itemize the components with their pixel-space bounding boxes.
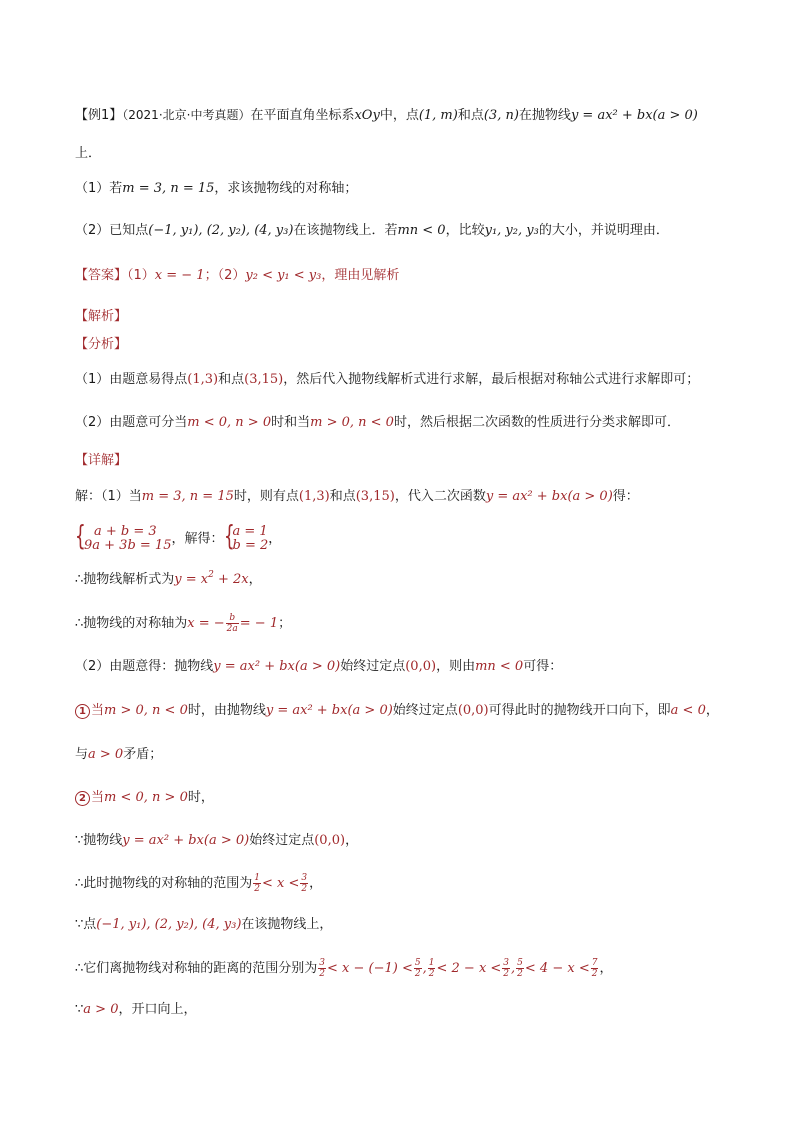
solution-text: ∵: [75, 1002, 84, 1017]
answer-line: [75, 266, 399, 286]
analysis-label: 【解析】: [75, 309, 128, 324]
solution-text: 时，则有点: [233, 489, 299, 504]
solution-point: (0,0): [405, 659, 437, 674]
solution-text: ∴抛物线解析式为: [75, 572, 175, 587]
solution-function: y = ax² + bx(a > 0): [213, 659, 341, 674]
question-text: ，求该抛物线的对称轴；: [214, 181, 358, 196]
separator: ,: [511, 961, 516, 976]
fenxi-point: (1,3): [187, 372, 219, 387]
answer-1: x = − 1: [154, 268, 205, 283]
case-2-marker: 2: [75, 791, 90, 806]
solution-point: (0,0): [457, 703, 489, 718]
fraction-numerator: 5: [517, 958, 523, 968]
case-1-line: [75, 701, 719, 721]
solution-text: ，则由: [436, 659, 476, 674]
solution-text: 当: [91, 703, 105, 718]
axis-value: = − 1: [239, 616, 279, 631]
fraction-denominator: 2: [517, 969, 523, 979]
question-1: [75, 179, 357, 199]
inequality: < x − (−1) <: [327, 961, 413, 976]
fraction-denominator: 2: [301, 884, 308, 894]
question-points: (−1, y₁), (2, y₂), (4, y₃): [148, 223, 294, 238]
solution-point: (0,0): [314, 833, 346, 848]
solution-condition: m < 0, n > 0: [104, 790, 188, 805]
solution-text: 始终过定点: [392, 703, 458, 718]
equation-2: 9a + 3b = 15: [84, 538, 172, 553]
case-2-line-6: [75, 1000, 196, 1020]
solution-text: ，: [705, 703, 719, 718]
solution-text: 与: [75, 747, 89, 762]
answer-text: ；（2）: [204, 268, 246, 283]
fenxi-text: 和点: [218, 372, 245, 387]
question-2: [75, 221, 669, 241]
question-condition: mn < 0: [397, 223, 446, 238]
solution-line-2: [75, 570, 262, 590]
solution-condition: a > 0: [83, 1002, 119, 1017]
solution-points: (−1, y₁), (2, y₂), (4, y₃): [96, 917, 242, 932]
stem-text: 中，点: [379, 108, 419, 123]
fraction-numerator: 7: [591, 958, 598, 968]
fraction-numerator: 3: [301, 873, 308, 883]
case-1-line-2: [75, 745, 162, 765]
solution-text: 可得此时的抛物线开口向下，即: [488, 703, 671, 718]
fraction-numerator: 1: [428, 958, 435, 968]
fraction: [226, 613, 239, 634]
result-1: a = 1: [232, 524, 268, 539]
solution-text: 始终过定点: [340, 659, 406, 674]
equation-system: [75, 519, 172, 553]
solution-text: ∵抛物线: [75, 833, 123, 848]
inequality: < 4 − x <: [524, 961, 590, 976]
point-1: (1, m): [418, 108, 458, 123]
stem-text: 上．: [75, 146, 102, 161]
fenxi-text: 时和当: [271, 415, 311, 430]
question-text: 在该抛物线上．若: [293, 223, 398, 238]
fenxi-condition: m > 0, n < 0: [310, 415, 394, 430]
fraction-denominator: 2: [319, 969, 326, 979]
equation-1: a + b = 3: [94, 524, 157, 539]
solution-text: 时，由抛物线: [187, 703, 266, 718]
brace-icon: {: [75, 519, 86, 552]
example-source: （2021·北京·中考真题）: [122, 108, 251, 122]
fenxi-text: （1）由题意易得点: [75, 372, 188, 387]
solution-system: [75, 519, 282, 553]
answer-label: 【答案】: [75, 268, 128, 283]
fraction-numerator: 5: [414, 958, 421, 968]
fraction-denominator: 2: [254, 884, 261, 894]
fraction: [318, 958, 326, 979]
question-condition: m = 3, n = 15: [122, 181, 215, 196]
fraction: [516, 958, 524, 979]
solution-text: 始终过定点: [249, 833, 315, 848]
solution-text: （2）由题意得：抛物线: [75, 659, 214, 674]
fenxi-condition: m < 0, n > 0: [187, 415, 272, 430]
fenxi-line-2: [75, 413, 680, 433]
solution-text: 当: [91, 790, 105, 805]
solution-condition: m > 0, n < 0: [104, 703, 188, 718]
solution-function: $y = x^2 + 2x$: [174, 570, 249, 587]
case-2-line-5: [75, 958, 612, 979]
case-1-marker: 1: [75, 704, 90, 719]
fenxi-text: 时，然后根据二次函数的性质进行分类求解即可．: [393, 415, 680, 430]
case-2-line-3: [75, 873, 322, 894]
result-system: [223, 519, 269, 553]
fraction-numerator: b: [226, 613, 239, 624]
fraction-numerator: 3: [319, 958, 326, 968]
question-text: 若: [109, 181, 123, 196]
solution-text: 在该抛物线上，: [241, 917, 333, 932]
solution-function: y = ax² + bx(a > 0): [265, 703, 393, 718]
solution-text: ，解得：: [171, 531, 224, 547]
solution-function: y = ax² + bx(a > 0): [485, 489, 613, 504]
question-number: （1）: [75, 181, 110, 196]
solution-line-4: [75, 657, 562, 677]
fraction-numerator: 1: [254, 873, 261, 883]
inequality: < x <: [262, 876, 300, 891]
fraction: [414, 958, 422, 979]
solution-text: ∴抛物线的对称轴为: [75, 616, 188, 631]
fraction: [591, 958, 599, 979]
question-text: ，比较: [445, 223, 485, 238]
solution-text: ∵点: [75, 917, 97, 932]
solution-text: ∴此时抛物线的对称轴的范围为: [75, 876, 253, 891]
result-2: b = 2: [232, 538, 269, 553]
fraction-denominator: 2: [503, 969, 510, 979]
question-vars: y₁, y₂, y₃: [484, 223, 539, 238]
solution-text: ，: [345, 833, 359, 848]
fenxi-line-1: [75, 370, 699, 390]
solution-text: ，: [599, 961, 613, 976]
solution-condition: mn < 0: [475, 659, 524, 674]
detail-label: 【详解】: [75, 453, 128, 468]
fraction: [253, 873, 261, 894]
stem-text: 在平面直角坐标系: [250, 108, 355, 123]
answer-text: ，理由见解析: [321, 268, 400, 283]
parabola-function: y = ax² + bx(a > 0): [570, 108, 698, 123]
inequality: < 2 − x <: [436, 961, 502, 976]
fenxi-label: 【分析】: [75, 337, 128, 352]
solution-text: ，: [309, 876, 323, 891]
solution-text: 可得：: [523, 659, 563, 674]
fenxi-text: （2）由题意可分当: [75, 415, 188, 430]
solution-text: 和点: [329, 489, 356, 504]
solution-text: ，: [268, 531, 282, 547]
point-2: (3, n): [483, 108, 519, 123]
fenxi-point: (3,15): [244, 372, 284, 387]
question-text: 的大小，并说明理由．: [538, 223, 669, 238]
stem-text: 和点: [457, 108, 484, 123]
solution-text: 时，: [187, 790, 214, 805]
question-number: （2）: [75, 223, 110, 238]
solution-condition: a > 0: [88, 747, 124, 762]
separator: ,: [422, 961, 427, 976]
solution-text: ；: [278, 616, 292, 631]
answer-text: （1）: [127, 268, 155, 283]
fraction: [300, 873, 308, 894]
solution-line-3: [75, 613, 291, 634]
fraction-numerator: 3: [503, 958, 510, 968]
solution-text: 得：: [612, 489, 639, 504]
fraction-denominator: 2: [414, 969, 421, 979]
example-tag: 【例1】: [75, 108, 123, 123]
fraction-denominator: 2a: [226, 624, 238, 634]
solution-text: ，: [248, 572, 262, 587]
fenxi-text: ，然后代入抛物线解析式进行求解，最后根据对称轴公式进行求解即可；: [283, 372, 700, 387]
solution-point: (1,3): [298, 489, 330, 504]
solution-text: 矛盾；: [123, 747, 163, 762]
case-2-line-4: [75, 915, 332, 935]
solution-text: ，开口向上，: [118, 1002, 197, 1017]
fraction-denominator: 2: [428, 969, 435, 979]
stem-text: 在抛物线: [518, 108, 571, 123]
brace-icon: {: [223, 519, 235, 552]
solution-function: y = ax² + bx(a > 0): [122, 833, 250, 848]
solution-text: ，代入二次函数: [394, 489, 486, 504]
question-text: 已知点: [109, 223, 149, 238]
solution-condition: m = 3, n = 15: [141, 489, 234, 504]
solution-text: ∴它们离抛物线对称轴的距离的范围分别为: [75, 961, 318, 976]
example-line-1: [75, 105, 698, 126]
axis-expr: x = −: [187, 616, 225, 631]
answer-2: y₂ < y₁ < y₃: [245, 268, 322, 283]
solution-text: 解：（1）当: [75, 489, 142, 504]
fraction: [428, 958, 436, 979]
fraction-denominator: 2: [591, 969, 598, 979]
solution-point: (3,15): [355, 489, 395, 504]
case-2-line: [75, 788, 214, 808]
solution-line-1: [75, 487, 639, 507]
example-line-2: [75, 144, 101, 164]
coord-system: xOy: [354, 108, 380, 123]
fraction: [502, 958, 510, 979]
case-2-line-2: [75, 831, 358, 851]
solution-result: a < 0: [670, 703, 706, 718]
